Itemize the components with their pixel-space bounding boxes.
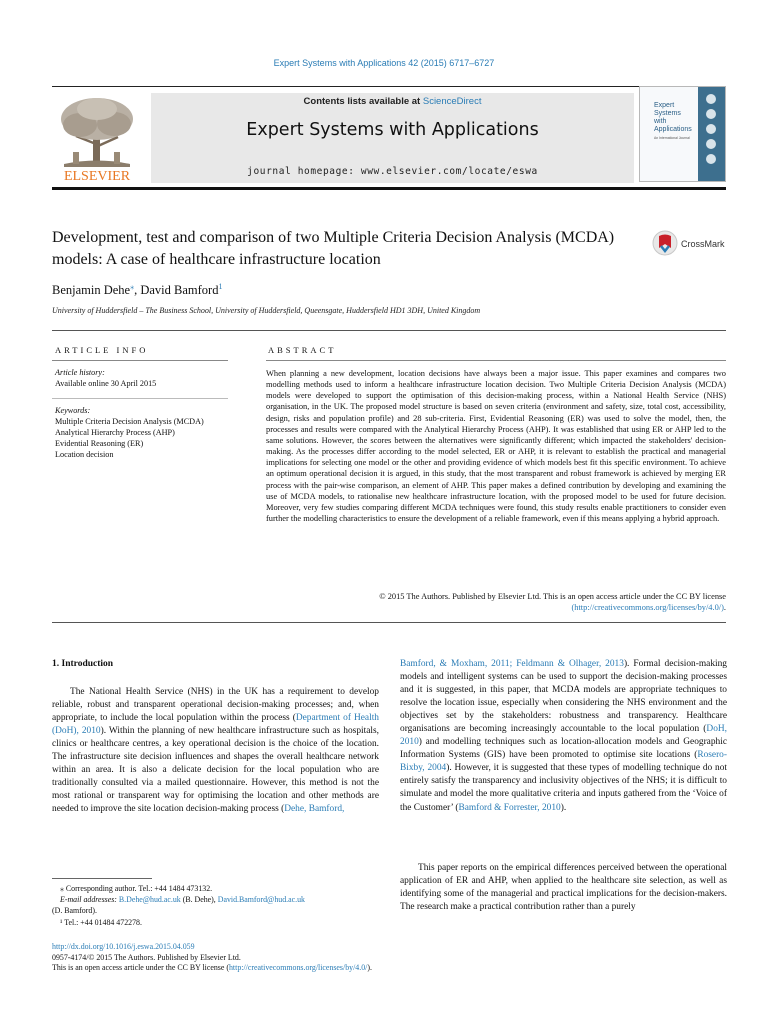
bottom-license-end: ). [367,963,372,973]
intro-paragraph-2: This paper reports on the empirical differences perceived between the operational application of ER and AHP, when applied to the healthcare site selection, as well as identifying some of the managerial and practical implications for the decision-makers. The research make a practical contribution rather than a purely [400,863,727,913]
header-top-rule [52,86,726,87]
elsevier-logo[interactable] [52,92,142,184]
contents-line [151,96,634,107]
crossmark-badge[interactable] [652,229,732,261]
email-line [52,894,379,905]
journal-cover-image [640,87,725,181]
author-separator: , [134,283,141,298]
intro-cont-a: ). Formal decision-making models and intelligent systems can be used to support the decision-making processes and it is suggested, in this paper, that MCDA models are appropriate techniques to resolve the location issue, especially when considering the NHS environment and the objectives set by the stakeholders: robustness and transparency. Healthcare organisations are becoming increasingly accountable to the local population ( [400,659,727,735]
ref-rosero-bixby[interactable]: Rosero-Bixby, 2004 [400,750,727,774]
intro-text-a: The National Health Service (NHS) in the UK has a requirement to develop reliable, robust and transparent operational decision-making processes; and, when appropriate, to include the local population within the process ( [52,687,379,724]
license-period: . [723,603,726,613]
article-history [55,368,156,389]
article-title: Development, test and comparison of two Multiple Criteria Decision Analysis (MCDA) models: A case of healthcare infrastructure location [52,229,615,268]
elsevier-tree-icon [52,92,142,184]
contents-prefix: Contents lists available at [303,96,423,107]
abstract-bottom-rule [52,622,726,623]
footnote-rule [52,878,152,879]
bottom-license-prefix: This is an open access article under the CC BY license ( [52,963,229,973]
keyword-item: Multiple Criteria Decision Analysis (MCDA) [55,417,204,426]
email-dehe-link[interactable]: B.Dehe@hud.ac.uk [118,895,181,905]
email-label: E-mail addresses: [60,895,117,905]
ref-doh-2010-b[interactable]: DoH, 2010 [400,724,727,748]
history-value: Available online 30 April 2015 [55,378,157,388]
introduction-heading: 1. Introduction [52,659,114,669]
journal-citation[interactable]: Expert Systems with Applications 42 (2015) 6717–6727 [273,58,495,68]
author-2: David Bamford [140,283,219,298]
corresponding-mark-link[interactable]: ⁎ [130,282,135,291]
journal-title: Expert Systems with Applications [246,120,539,140]
footnote-1-link[interactable]: 1 [218,282,223,291]
intro-cont-d: ). [560,802,567,813]
header-rule [52,187,726,190]
cover-line-2: Systems [654,110,681,117]
cover-line-4: Applications [654,126,692,133]
footnotes [52,883,379,928]
abstract-license [266,591,726,613]
keyword-item: Location decision [55,450,114,459]
ref-bamford-moxham-feldmann[interactable]: Bamford, & Moxham, 2011; Feldmann & Olhager, 2013 [400,659,624,669]
affiliation: University of Huddersfield – The Business School, University of Huddersfield, Queensgate, Huddersfield HD1 3DH, United Kingdom [52,306,481,315]
cover-subtitle: An International Journal [654,136,690,140]
intro-cont-c: ). However, it is suggested that these types of modelling technique do not entirely satisfy the transparency and inclusivity objectives of the NHS; it is difficult to simulate and model the more qualitative criteria and inputs gathered from the ‘Voice of the Customer’ ( [400,763,728,813]
keywords-label: Keywords: [55,406,91,415]
abstract-text: When planning a new development, location decisions have always been a major issue. This paper examines and compares two modelling methods used to inform a healthcare infrastructure location decision. Two Multiple Criteria Decision Analysis (MCDA) models were developed to support the optimisation of this decision-making process, within a National Health Service (NHS) organisation, in the UK. The proposed model structure is based on seven criteria (environment and safety, size, total cost, accessibility, design, risks and population profile) and 28 sub-criteria. First, Evidential Reasoning (ER) was used to solve the model, then, the processes and results were compared with the Analytical Hierarchy Process (AHP). It was established that using ER or AHP led to the same solutions. However, the scores between the alternatives were significantly different; which impacted the stakeholders' decision-making. As the processes differ according to the model selected, ER or AHP, it is relevant to establish the practical and managerial implications for selecting one model or the other and providing evidence of which models best fit this specific environment. To achieve an optimum operational decision it is argued, in this study, that the most transparent and robust framework is achieved by merging ER process with the pair-wise comparison, an element of AHP. This paper makes a defined contribution by developing and examining the use of MCDA models, to rationalise new healthcare infrastructure location, with the proposed model to be used for future decision. Moreover, very few studies comparing different MCDA techniques were found, this study results enable practitioners to consider even further the modelling characteristics to ensure the development of a reliable framework, even if this means applying a hybrid approach. [266,369,726,524]
sciencedirect-link[interactable]: ScienceDirect [422,96,482,107]
history-label: Article history: [55,368,105,377]
keyword-item: Evidential Reasoning (ER) [55,439,144,448]
email-bamford-name: (D. Bamford). [52,906,97,916]
abstract-rule [266,360,726,361]
crossmark-label: CrossMark [681,239,725,249]
intro-text-b: ). Within the planning of new healthcare infrastructure such as hospitals, clinics or healthcare centres, a key operational decision is the choice of the location. The infrastructure site decision influences and shapes the overall healthcare network within an area. It is also a delicate decision for the local population who are traditionally consulted via a mailed questionnaire. However, this method is not the most rational or transparent way for optimising the location and other methods are needed to improve the site location decision-making process ( [52,726,379,815]
email-dehe-name: (B. Dehe), [180,895,218,905]
doi-link[interactable]: http://dx.doi.org/10.1016/j.eswa.2015.04.059 [52,942,195,951]
affiliation-rule [52,330,726,331]
elsevier-wordmark: ELSEVIER [63,169,131,184]
intro-paragraph-1 [52,686,379,816]
article-bottom-meta [52,942,472,974]
author-line [52,282,222,298]
ref-bamford-forrester[interactable]: Bamford & Forrester, 2010 [458,802,561,813]
tel-footnote: ¹ Tel.: +44 01484 472278. [60,917,142,927]
author-1: Benjamin Dehe [52,283,131,298]
keywords-block [55,405,204,460]
abstract-license-text: © 2015 The Authors. Published by Elsevier Ltd. This is an open access article under the CC BY license [379,592,726,601]
abstract-heading: ABSTRACT [268,345,337,355]
email-bamford-link[interactable]: David.Bamford@hud.ac.uk [217,895,305,905]
article-info-heading: ARTICLE INFO [55,345,149,355]
corresponding-author-note: ⁎ Corresponding author. Tel.: +44 1484 473132. [60,884,213,893]
article-info-rule [52,360,228,361]
intro-paragraph-1-continued [400,658,727,815]
crossmark-icon [652,229,732,261]
journal-homepage[interactable]: journal homepage: www.elsevier.com/locate/eswa [247,166,538,177]
bottom-cc-link[interactable]: http://creativecommons.org/licenses/by/4.0/ [228,963,368,973]
article-info-divider [52,398,228,399]
intro-cont-b: ) and modelling techniques such as location-allocation models and Geographic Information Systems (GIS) have been promoted to optimise site locations ( [400,737,727,761]
issn-line: 0957-4174/© 2015 The Authors. Published by Elsevier Ltd. [52,952,241,962]
cover-line-1: Expert [654,102,675,109]
journal-cover[interactable] [639,86,726,182]
cc-license-link[interactable]: (http://creativecommons.org/licenses/by/4.0/) [571,603,724,613]
keyword-item: Analytical Hierarchy Process (AHP) [55,428,175,437]
ref-dehe-bamford[interactable]: Dehe, Bamford, [284,804,345,815]
ref-doh-2010[interactable]: Department of Health (DoH), 2010 [52,713,379,737]
cover-line-3: with [654,118,667,125]
